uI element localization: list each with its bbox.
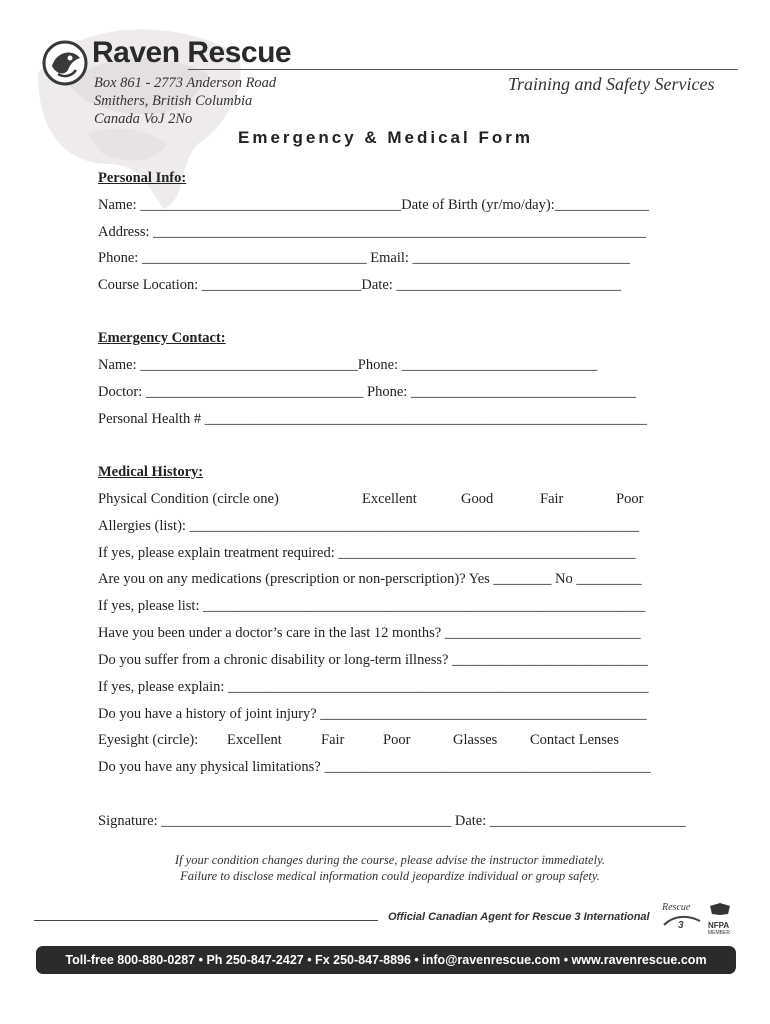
personal-course-date-line[interactable]: Course Location: ______________________Date: _______________________________ (98, 277, 622, 293)
header-divider (188, 69, 738, 70)
personal-address-line[interactable]: Address: ____________________________________________________________________ (98, 224, 647, 240)
svg-text:3: 3 (678, 920, 684, 929)
physical-condition-label: Physical Condition (circle one) (98, 491, 279, 507)
address-line: Box 861 - 2773 Anderson Road (94, 75, 277, 91)
rescue3-logo-text: Rescue (662, 902, 691, 913)
physical-limitations-line[interactable]: Do you have any physical limitations? _____________________________________________ (98, 759, 651, 775)
personal-phone-email-line[interactable]: Phone: _______________________________ Email: ______________________________ (98, 250, 631, 266)
signature-date-line[interactable]: Signature: ________________________________________ Date: ___________________________ (98, 813, 686, 829)
nfpa-member-text: MEMBER (708, 930, 730, 936)
nfpa-shield-icon (708, 902, 732, 916)
illness-explain-line[interactable]: If yes, please explain: __________________________________________________________ (98, 679, 649, 695)
emergency-name-phone-line[interactable]: Name: ______________________________Phone: ___________________________ (98, 357, 598, 373)
nfpa-member-badge (708, 902, 732, 936)
eyesight-label: Eyesight (circle): (98, 732, 199, 748)
emergency-doctor-phone-line[interactable]: Doctor: ______________________________ Phone: _______________________________ (98, 384, 636, 400)
address-line: Smithers, British Columbia (94, 93, 253, 109)
disclosure-notice (100, 852, 680, 884)
joint-injury-line[interactable]: Do you have a history of joint injury? _____________________________________________ (98, 706, 647, 722)
brand-name: Raven Rescue (92, 36, 292, 69)
nfpa-text: NFPA (708, 921, 730, 930)
condition-option-good[interactable]: Good (461, 491, 494, 507)
chronic-illness-line[interactable]: Do you suffer from a chronic disability or long-term illness? ___________________________ (98, 652, 648, 668)
allergies-line[interactable]: Allergies (list): ______________________________________________________________ (98, 518, 640, 534)
condition-option-excellent[interactable]: Excellent (362, 491, 417, 507)
eyesight-option-excellent[interactable]: Excellent (227, 732, 282, 748)
eyesight-option-contact-lenses[interactable]: Contact Lenses (530, 732, 619, 748)
address-line: Canada VoJ 2No (94, 111, 193, 127)
rescue3-logo (662, 902, 702, 932)
doctor-care-line[interactable]: Have you been under a doctor’s care in the last 12 months? ___________________________ (98, 625, 641, 641)
section-heading-emergency: Emergency Contact: (98, 330, 226, 346)
eyesight-option-glasses[interactable]: Glasses (453, 732, 498, 748)
section-heading-medical: Medical History: (98, 464, 204, 480)
eyesight-option-fair[interactable]: Fair (321, 732, 345, 748)
eyesight-option-poor[interactable]: Poor (383, 732, 411, 748)
condition-option-fair[interactable]: Fair (540, 491, 564, 507)
medications-list-line[interactable]: If yes, please list: _____________________________________________________________ (98, 598, 646, 614)
personal-name-dob-line[interactable]: Name: ____________________________________Date of Birth (yr/mo/day):_____________ (98, 197, 649, 213)
form-title: Emergency & Medical Form (238, 128, 533, 147)
emergency-health-number-line[interactable]: Personal Health # _____________________________________________________________ (98, 411, 647, 427)
rescue3-swoosh-icon (662, 913, 702, 929)
contact-info-bar: Toll-free 800-880-0287 • Ph 250-847-2427 • Fx 250-847-8896 • info@ravenrescue.com • www.ravenrescue.com (36, 946, 736, 974)
raven-logo-icon (42, 40, 88, 86)
section-heading-personal: Personal Info: (98, 170, 187, 186)
notice-line: If your condition changes during the course, please advise the instructor immediately. (174, 853, 606, 867)
company-address (94, 74, 276, 128)
notice-line: Failure to disclose medical information could jeopardize individual or group safety. (180, 869, 600, 883)
tagline: Training and Safety Services (508, 74, 715, 94)
allergy-treatment-line[interactable]: If yes, please explain treatment required: _________________________________________ (98, 545, 636, 561)
condition-option-poor[interactable]: Poor (616, 491, 644, 507)
agent-statement: Official Canadian Agent for Rescue 3 International (388, 911, 650, 923)
medications-line[interactable]: Are you on any medications (prescription or non-perscription)? Yes ________ No _________ (98, 571, 642, 587)
footer-divider (34, 920, 378, 921)
